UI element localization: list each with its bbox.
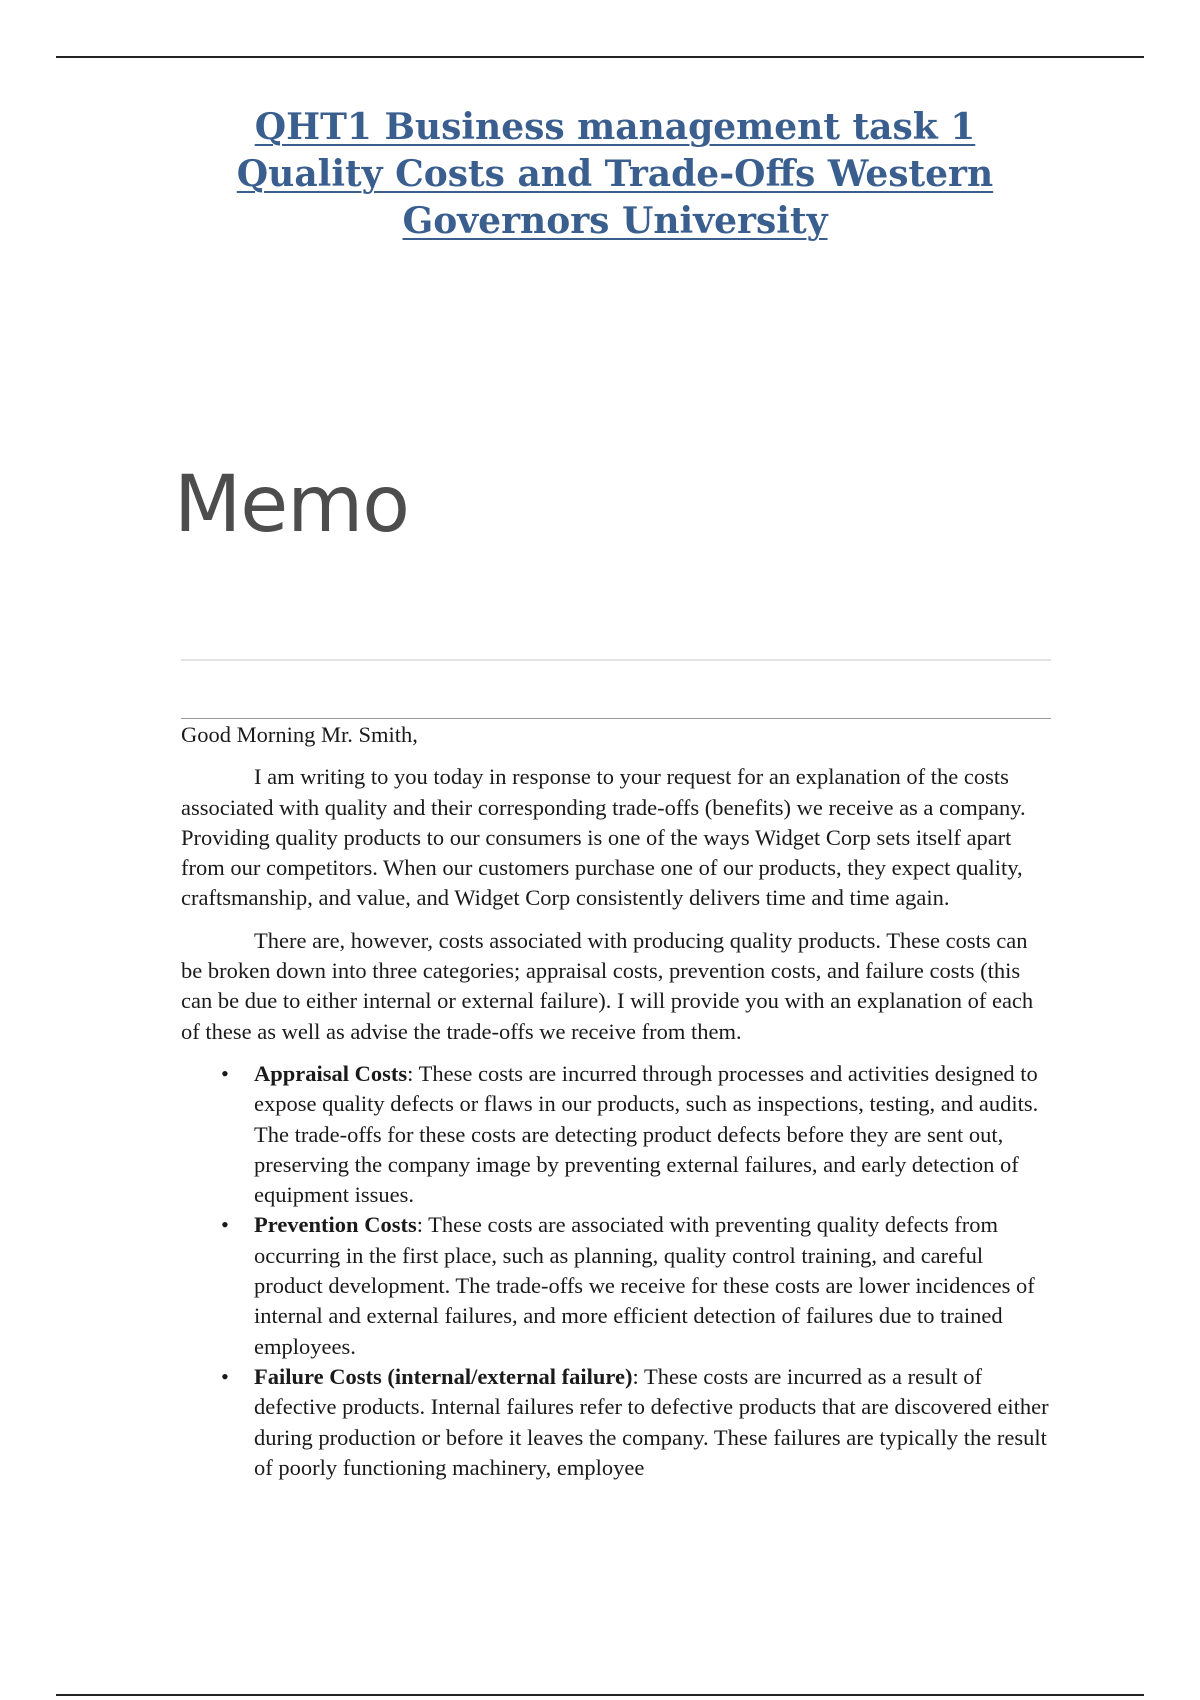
body-paragraph-costs: There are, however, costs associated with producing quality products. These costs can be broken down into three categories; appraisal costs, prevention costs, and failure costs (this can be due to either internal or external failure). I will provide you with an explanation of each of these as well as advise the trade-offs we receive from them. bbox=[181, 927, 1034, 1044]
bullet-text: : These costs are incurred through processes and activities designed to expose quality defects or flaws in our products, such as inspections, testing, and audits. The trade-offs for these costs are detecting product defects before they are sent out, preserving the company image by preventing external failures, and early detection of equipment issues. bbox=[254, 1060, 1039, 1208]
page-top-rule bbox=[56, 56, 1144, 58]
list-item-prevention-costs bbox=[181, 1210, 1053, 1361]
bullet-text: : These costs are incurred as a result of defective products. Internal failures refer to defective products that are discovered either during production or before it leaves the company. These failures are typically the result of poorly functioning machinery, employee bbox=[254, 1363, 1049, 1480]
bullet-term: Appraisal Costs bbox=[254, 1060, 408, 1086]
bullet-icon: • bbox=[221, 1212, 229, 1238]
memo-heading: Memo bbox=[174, 460, 409, 550]
body-paragraph-intro: I am writing to you today in response to your request for an explanation of the costs associated with quality and their corresponding trade-offs (benefits) we receive as a company. Providing quality products to our consumers is one of the ways Widget Corp sets itself apart from our competitors. When our customers purchase one of our products, they expect quality, craftsmanship, and value, and Widget Corp consistently delivers time and time again. bbox=[181, 764, 1026, 911]
document-title: QHT1 Business management task 1 Quality Costs and Trade-Offs Western Governors University bbox=[236, 106, 994, 242]
bullet-text: : These costs are associated with preventing quality defects from occurring in the first place, such as planning, quality control training, and careful product development. The trade-offs we receive for these costs are lower incidences of internal and external failures, and more efficient detection of failures due to trained employees. bbox=[254, 1212, 1035, 1359]
bullet-term: Failure Costs (internal/external failure) bbox=[254, 1363, 633, 1389]
bullet-icon: • bbox=[221, 1363, 229, 1389]
memo-divider bbox=[181, 718, 1051, 719]
memo-divider-light bbox=[181, 659, 1051, 661]
bullet-icon: • bbox=[221, 1060, 229, 1086]
memo-body bbox=[181, 720, 1053, 1483]
list-item-failure-costs bbox=[181, 1362, 1053, 1483]
bullet-term: Prevention Costs bbox=[254, 1212, 417, 1238]
page-bottom-rule bbox=[56, 1694, 1144, 1696]
list-item-appraisal-costs bbox=[181, 1059, 1053, 1210]
salutation: Good Morning Mr. Smith, bbox=[181, 722, 418, 747]
cost-category-list bbox=[181, 1059, 1053, 1483]
